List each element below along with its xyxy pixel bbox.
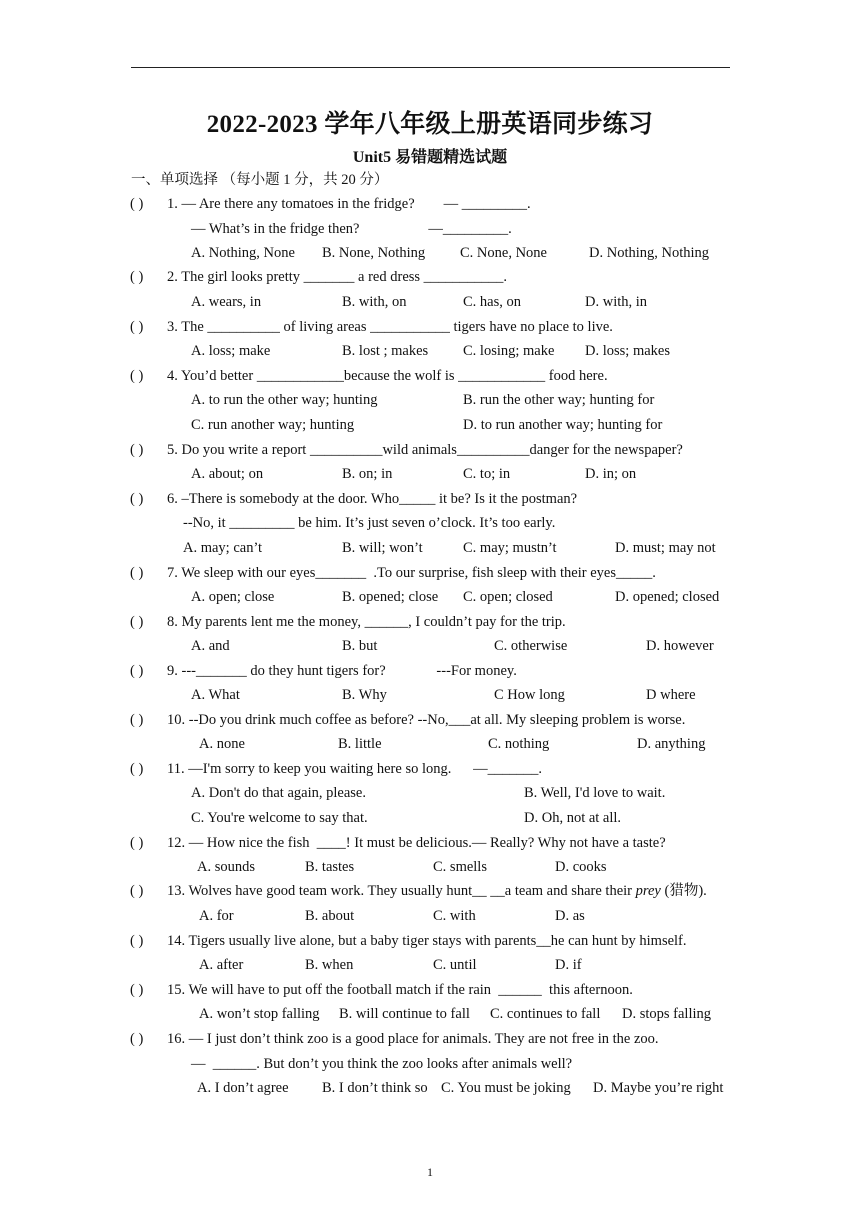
option-c: C. has, on	[463, 294, 521, 310]
question-stem: 10. --Do you drink much coffee as before? --No,___at all. My sleeping problem is worse.	[167, 712, 686, 728]
answer-blank: ( )	[130, 196, 144, 212]
question-stem: 5. Do you write a report __________wild animals__________danger for the newspaper?	[167, 442, 683, 458]
option-b: B. on; in	[342, 466, 393, 482]
option-c: C. losing; make	[463, 343, 555, 359]
option-a: A. won’t stop falling	[199, 1006, 320, 1022]
option-b: B. when	[305, 957, 354, 973]
option-b: B. will continue to fall	[339, 1006, 470, 1022]
option-a: A. Don't do that again, please.	[191, 785, 366, 801]
option-d: D. to run another way; hunting for	[463, 417, 663, 433]
option-d: D. Nothing, Nothing	[589, 245, 710, 261]
option-a: A. after	[199, 957, 244, 973]
option-c: C How long	[494, 687, 565, 703]
option-b: B. None, Nothing	[322, 245, 426, 261]
option-d: D. if	[555, 957, 582, 973]
question-stem-line2: — ______. But don’t you think the zoo looks after animals well?	[191, 1056, 573, 1072]
option-d: D. cooks	[555, 859, 607, 875]
answer-blank: ( )	[130, 269, 144, 285]
question-stem: 2. The girl looks pretty _______ a red dress ___________.	[167, 269, 508, 285]
answer-blank: ( )	[130, 491, 144, 507]
option-a: A. What	[191, 687, 240, 703]
option-a: A. none	[199, 736, 245, 752]
option-a: A. about; on	[191, 466, 264, 482]
answer-blank: ( )	[130, 712, 144, 728]
option-c: C. run another way; hunting	[191, 417, 355, 433]
option-c: C. You must be joking	[441, 1080, 571, 1096]
option-b: B. lost ; makes	[342, 343, 429, 359]
answer-blank: ( )	[130, 663, 144, 679]
answer-blank: ( )	[130, 883, 144, 899]
italic-word: prey	[635, 883, 661, 899]
option-a: A. and	[191, 638, 230, 654]
question-stem: 3. The __________ of living areas ___________ tigers have no place to live.	[167, 319, 613, 335]
option-a: A. wears, in	[191, 294, 262, 310]
option-d: D. as	[555, 908, 585, 924]
option-d: D. Oh, not at all.	[524, 810, 622, 826]
option-c: C. until	[433, 957, 477, 973]
option-a: A. sounds	[197, 859, 256, 875]
option-c: C. open; closed	[463, 589, 553, 605]
option-b: B. tastes	[305, 859, 355, 875]
option-d: D. loss; makes	[585, 343, 670, 359]
question-stem: 9. ---_______ do they hunt tigers for? ---For money.	[167, 663, 517, 679]
option-b: B. I don’t think so	[322, 1080, 428, 1096]
question-stem: 11. —I'm sorry to keep you waiting here so long. —_______.	[167, 761, 542, 777]
answer-blank: ( )	[130, 761, 144, 777]
page-subtitle: Unit5 易错题精选试题	[352, 149, 508, 166]
option-d: D. with, in	[585, 294, 648, 310]
answer-blank: ( )	[130, 565, 144, 581]
option-b: B. opened; close	[342, 589, 439, 605]
answer-blank: ( )	[130, 982, 144, 998]
option-d: D. however	[646, 638, 714, 654]
answer-blank: ( )	[130, 442, 144, 458]
option-a: A. may; can’t	[183, 540, 263, 556]
option-c: C. None, None	[460, 245, 547, 261]
question-stem-line2: — What’s in the fridge then? —_________.	[191, 221, 512, 237]
question-stem-line2: --No, it _________ be him. It’s just seven o’clock. It’s too early.	[183, 515, 556, 531]
option-b: B. with, on	[342, 294, 407, 310]
option-b: B. about	[305, 908, 355, 924]
question-stem-part: 13. Wolves have good team work. They usually hunt__ __a team and share their	[167, 883, 636, 899]
answer-blank: ( )	[130, 614, 144, 630]
option-c: C. smells	[433, 859, 487, 875]
answer-blank: ( )	[130, 1031, 144, 1047]
question-stem: 15. We will have to put off the football match if the rain ______ this afternoon.	[167, 982, 633, 998]
question-stem: 1. — Are there any tomatoes in the fridge? — _________.	[167, 196, 531, 212]
option-b: B. little	[338, 736, 382, 752]
question-stem: 4. You’d better ____________because the wolf is ____________ food here.	[167, 368, 608, 384]
option-a: A. to run the other way; hunting	[191, 392, 378, 408]
option-b: B. Why	[342, 687, 387, 703]
option-a: A. for	[199, 908, 234, 924]
answer-blank: ( )	[130, 319, 144, 335]
question-stem: 8. My parents lent me the money, ______, I couldn’t pay for the trip.	[167, 614, 566, 630]
question-stem-part: (猎物).	[660, 883, 707, 899]
top-rule	[131, 67, 730, 68]
question-stem	[167, 882, 707, 900]
option-c: C. continues to fall	[490, 1006, 601, 1022]
option-d: D. anything	[637, 736, 706, 752]
question-stem: 6. –There is somebody at the door. Who_____ it be? Is it the postman?	[167, 491, 578, 507]
question-stem: 14. Tigers usually live alone, but a baby tiger stays with parents__he can hunt by himself.	[167, 933, 687, 949]
answer-blank: ( )	[130, 933, 144, 949]
page-title: 2022-2023 学年八年级上册英语同步练习	[206, 111, 654, 138]
option-c: C. may; mustn’t	[463, 540, 557, 556]
answer-blank: ( )	[130, 835, 144, 851]
option-d: D. opened; closed	[615, 589, 720, 605]
option-a: A. Nothing, None	[191, 245, 295, 261]
page-number: 1	[427, 1165, 433, 1179]
option-c: C. You're welcome to say that.	[191, 810, 368, 826]
answer-blank: ( )	[130, 368, 144, 384]
option-d: D where	[646, 687, 696, 703]
question-stem: 7. We sleep with our eyes_______ .To our surprise, fish sleep with their eyes_____.	[167, 565, 656, 581]
option-d: D. stops falling	[622, 1006, 712, 1022]
option-c: C. nothing	[488, 736, 550, 752]
option-c: C. with	[433, 908, 476, 924]
option-d: D. must; may not	[615, 540, 716, 556]
question-stem: 12. — How nice the fish ____! It must be delicious.— Really? Why not have a taste?	[167, 835, 666, 851]
option-b: B. but	[342, 638, 378, 654]
option-b: B. Well, I'd love to wait.	[524, 785, 666, 801]
section-heading: 一、单项选择 （每小题 1 分，共 20 分）	[131, 172, 389, 188]
option-d: D. in; on	[585, 466, 637, 482]
option-b: B. run the other way; hunting for	[463, 392, 655, 408]
option-d: D. Maybe you’re right	[593, 1080, 724, 1096]
option-a: A. open; close	[191, 589, 275, 605]
option-c: C. to; in	[463, 466, 511, 482]
question-stem: 16. — I just don’t think zoo is a good place for animals. They are not free in the zoo.	[167, 1031, 659, 1047]
option-a: A. I don’t agree	[197, 1080, 289, 1096]
option-a: A. loss; make	[191, 343, 271, 359]
option-b: B. will; won’t	[342, 540, 423, 556]
option-c: C. otherwise	[494, 638, 568, 654]
